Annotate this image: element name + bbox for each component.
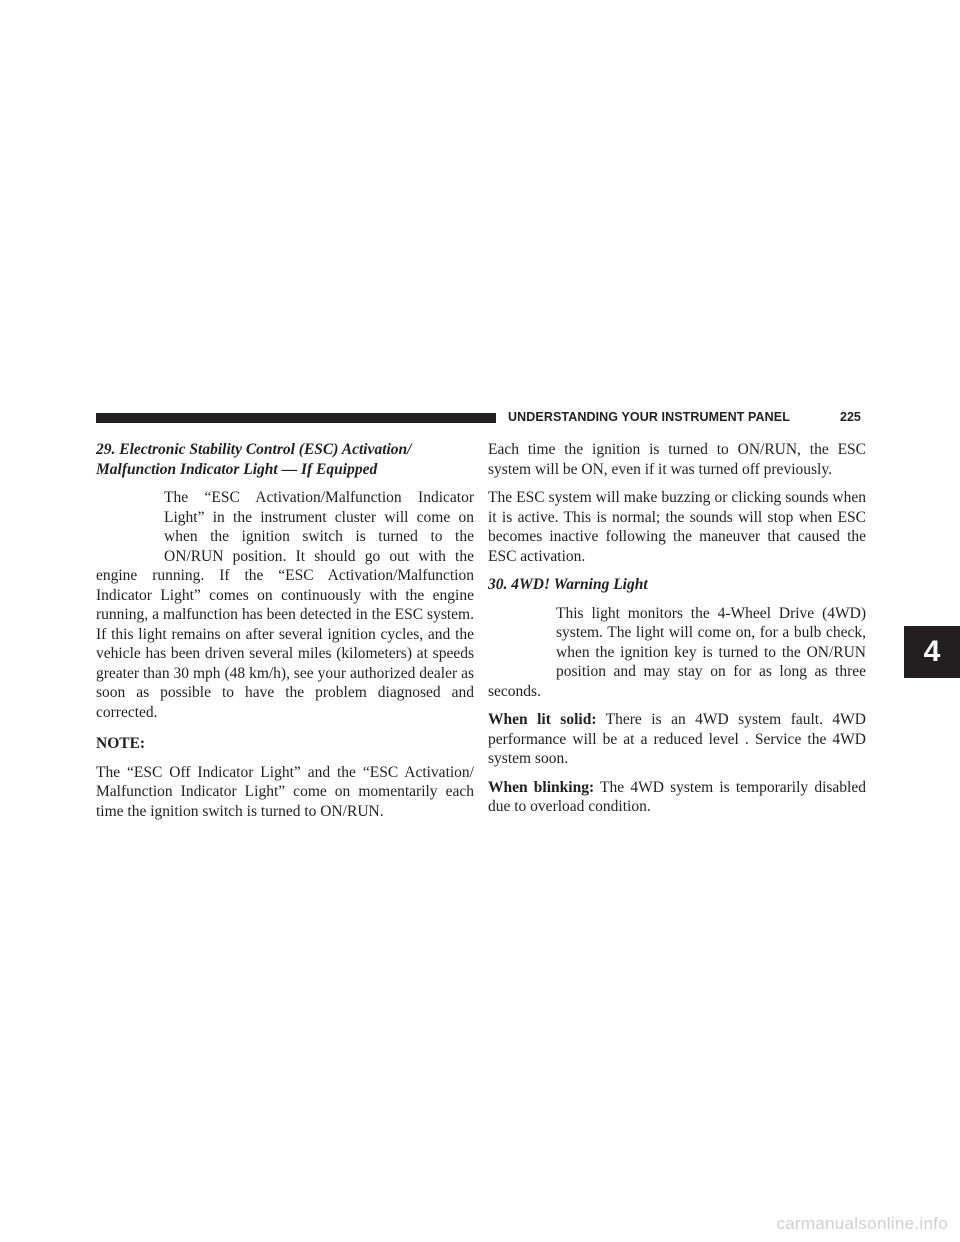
left-column — [96, 440, 474, 830]
solid-paragraph — [488, 710, 866, 769]
heading-line-2: Malfunction Indicator Light — If Equipped — [96, 460, 378, 478]
watermark: carmanualsonline.info — [776, 1214, 948, 1233]
esc-paragraph — [96, 488, 474, 722]
4wd-paragraph-text: This light monitors the 4-Wheel Drive (4WD) system. The light will come on, for a bulb check, when the ignition key is turned to the ON/RUN position and may stay on for as long as three seconds. — [488, 604, 866, 700]
blink-label: When blinking: — [488, 778, 595, 796]
heading-line-1: 29. Electronic Stability Control (ESC) Activation/ — [96, 441, 412, 458]
esc-sounds-paragraph: The ESC system will make buzzing or clicking sounds when it is active. This is normal; the sounds will stop when ESC becomes inactive following the maneuver that caused the ESC activation. — [488, 489, 866, 565]
esc-indicator-icon — [96, 488, 164, 562]
section-29-heading — [96, 440, 474, 479]
note-text: The “ESC Off Indicator Light” and the “ESC Activation/ Malfunction Indicator Light” come on momentarily each time the ignition switch is turned to ON/RUN. — [96, 763, 474, 820]
esc-on-paragraph: Each time the ignition is turned to ON/RUN, the ESC system will be ON, even if it was turned off previously. — [488, 441, 866, 478]
blink-text: The 4WD system is temporarily disabled due to overload condition. — [488, 778, 866, 815]
section-title: UNDERSTANDING YOUR INSTRUMENT PANEL — [508, 410, 790, 424]
blink-paragraph — [488, 778, 866, 817]
section-30-heading: 30. 4WD! Warning Light — [488, 576, 648, 593]
page-number: 225 — [840, 410, 861, 424]
4wd-warning-icon — [488, 604, 556, 678]
solid-text: There is an 4WD system fault. 4WD performance will be at a reduced level . Service the 4WD system soon. — [488, 711, 867, 767]
right-column — [488, 440, 866, 826]
4wd-paragraph — [488, 604, 866, 702]
header-rule — [96, 413, 496, 423]
solid-label: When lit solid: — [488, 711, 597, 728]
note-label: NOTE: — [96, 735, 146, 752]
chapter-tab: 4 — [904, 626, 960, 678]
esc-paragraph-text: The “ESC Activation/Malfunction Indicator Light” in the instrument cluster will come on when the ignition switch is turned to the ON/RUN position. It should go out with the engine running. If the “ESC Activation/Malfunction Indicator Light” comes on continuously with the engine running, a malfunction has been detected in the ESC system. If this light remains on after several ignition cycles, and the vehicle has been driven several miles (kilometers) at speeds greater than 30 mph (48 km/h), see your authorized dealer as soon as possible to have the problem diagnosed and corrected. — [96, 489, 474, 721]
